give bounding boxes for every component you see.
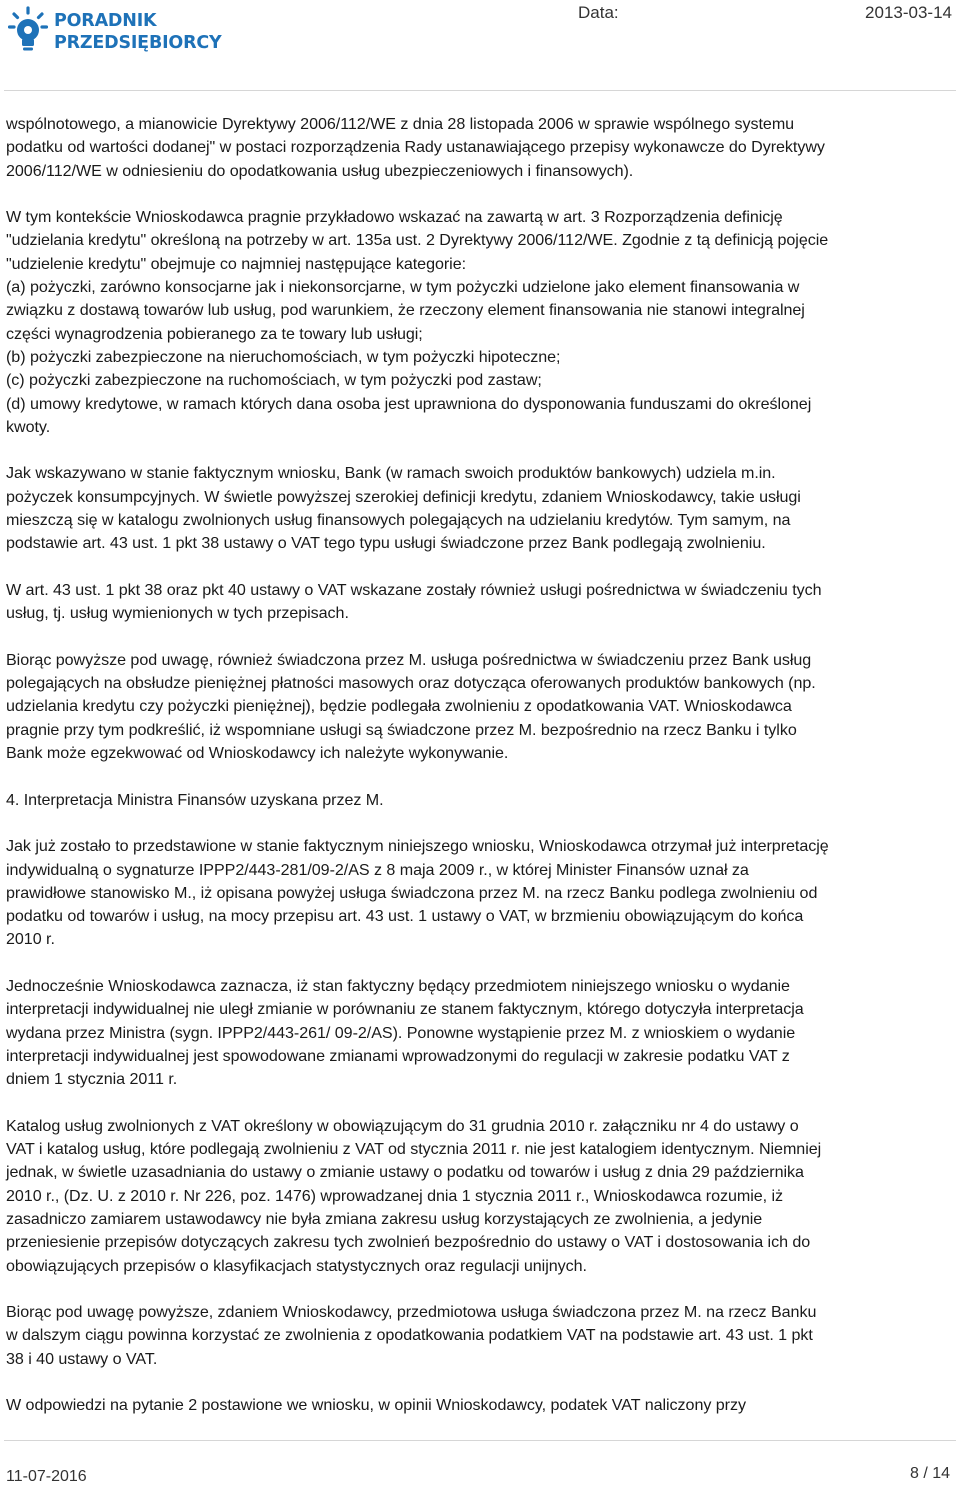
lightbulb-logo-icon xyxy=(8,6,48,54)
text-line: W odpowiedzi na pytanie 2 postawione we wniosku, w opinii Wnioskodawcy, podatek VAT naliczony przy xyxy=(6,1396,746,1415)
paragraph xyxy=(6,649,954,765)
text-line: interpretacji indywidualnej jest spowodowane zmianami wprowadzonymi do regulacji w zakresie podatku VAT z xyxy=(6,1046,790,1065)
text-line: (d) umowy kredytowe, w ramach których dana osoba jest uprawniona do dysponowania funduszami do określonej xyxy=(6,394,812,413)
text-line: "udzielania kredytu" określoną na potrzeby w art. 135a ust. 2 Dyrektywy 2006/112/WE. Zgodnie z tą definicją pojęcie xyxy=(6,231,829,250)
paragraph xyxy=(6,975,954,1091)
text-line: 4. Interpretacja Ministra Finansów uzyskana przez M. xyxy=(6,790,384,809)
text-line: Biorąc powyższe pod uwagę, również świadczona przez M. usługa pośrednictwa w świadczeniu przez Bank usług xyxy=(6,650,812,669)
footer-date: 11-07-2016 xyxy=(6,1468,87,1485)
text-line: Jak już zostało to przedstawione w stanie faktycznym niniejszego wniosku, Wnioskodawca otrzymał już interpretację xyxy=(6,837,829,856)
paragraph xyxy=(6,462,954,555)
text-line: związku z dostawą towarów lub usług, pod warunkiem, że rzeczony element finansowania nie stanowi integralnej xyxy=(6,301,805,320)
text-line: Jednocześnie Wnioskodawca zaznacza, iż stan faktyczny będący przedmiotem niniejszego wniosku o wydanie xyxy=(6,976,790,995)
text-line: interpretacji indywidualnej nie uległ zmianie w porównaniu ze stanem faktycznym, którego dotyczyła interpretacja xyxy=(6,1000,804,1019)
text-line: wydana przez Ministra (sygn. IPPP2/443-261/ 09-2/AS). Ponowne wystąpienie przez M. z wnioskiem o wydanie xyxy=(6,1023,796,1042)
text-line: jednak, w świetle uzasadniania do ustawy o zmianie ustawy o podatku od towarów i usług z dnia 29 października xyxy=(6,1163,804,1182)
text-line: W tym kontekście Wnioskodawca pragnie przykładowo wskazać na zawartą w art. 3 Rozporządzenia definicję xyxy=(6,208,783,227)
text-line: podatku od wartości dodanej" w postaci rozporządzenia Rady ustanawiającego przepisy wykonawcze do Dyrektywy xyxy=(6,138,825,157)
text-line: udzielania kredytu czy pożyczki pieniężnej), będzie podlegała zwolnieniu z opodatkowania VAT. Wnioskodawca xyxy=(6,697,792,716)
text-line: dniem 1 stycznia 2011 r. xyxy=(6,1070,178,1089)
logo-text xyxy=(54,10,221,54)
text-line: (a) pożyczki, zarówno konsocjarne jak i niekonsorcjarne, w tym pożyczki udzielone jako element finansowania w xyxy=(6,278,800,297)
text-line: polegających na obsłudze pieniężnej płatności masowych oraz dotycząca oferowanych produktów bankowych (np. xyxy=(6,674,816,693)
text-line: kwoty. xyxy=(6,417,51,436)
paragraph xyxy=(6,1301,954,1371)
text-line: zasadniczo zamiarem ustawodawcy nie była zmiana zakresu usług korzystających ze zwolnienia, a jedynie xyxy=(6,1209,763,1228)
text-line: W art. 43 ust. 1 pkt 38 oraz pkt 40 ustawy o VAT wskazane zostały również usługi pośrednictwa w świadczeniu tych xyxy=(6,580,822,599)
logo-line-2: PRZEDSIĘBIORCY xyxy=(54,33,222,53)
header-divider xyxy=(4,90,956,91)
text-line: podstawie art. 43 ust. 1 pkt 38 ustawy o VAT tego typu usługi świadczone przez Bank podlegają zwolnieniu. xyxy=(6,534,766,553)
paragraph xyxy=(6,1394,954,1417)
text-line: (c) pożyczki zabezpieczone na ruchomościach, w tym pożyczki pod zastaw; xyxy=(6,371,542,390)
page-header xyxy=(0,0,960,90)
document-body xyxy=(6,113,954,1441)
text-line: 2010 r. xyxy=(6,930,55,949)
text-line: Jak wskazywano w stanie faktycznym wniosku, Bank (w ramach swoich produktów bankowych) udziela m.in. xyxy=(6,464,776,483)
text-line: mieszczą się w katalogu zwolnionych usług finansowych polegających na udzielaniu kredytów. Tym samym, na xyxy=(6,511,791,530)
text-line: "udzielenie kredytu" obejmuje co najmniej następujące kategorie: xyxy=(6,254,467,273)
paragraph xyxy=(6,206,954,439)
text-line: VAT i katalog usług, które podlegają zwolnieniu z VAT od stycznia 2011 r. nie jest katalogiem identycznym. Niemniej xyxy=(6,1140,822,1159)
paragraph xyxy=(6,113,954,183)
date-value: 2013-03-14 xyxy=(865,3,952,22)
paragraph xyxy=(6,835,954,951)
text-line: pragnie przy tym podkreślić, iż wspomniane usługi są świadczone przez M. bezpośrednio na rzecz Banku i tylko xyxy=(6,720,797,739)
text-line: pożyczek konsumpcyjnych. W świetle powyższej szerokiej definicji kredytu, zdaniem Wnioskodawcy, takie usługi xyxy=(6,487,801,506)
paragraph xyxy=(6,1115,954,1278)
footer-divider xyxy=(4,1440,956,1441)
text-line: Biorąc pod uwagę powyższe, zdaniem Wnioskodawcy, przedmiotowa usługa świadczona przez M. na rzecz Banku xyxy=(6,1303,817,1322)
logo[interactable] xyxy=(8,6,228,56)
page-number: 8 / 14 xyxy=(909,1465,950,1482)
text-line: Katalog usług zwolnionych z VAT określony w obowiązującym do 31 grudnia 2010 r. załączniku nr 4 do ustawy o xyxy=(6,1116,799,1135)
text-line: części wynagrodzenia pobieranego za te towary lub usługi; xyxy=(6,324,423,343)
text-line: obowiązujących przepisów o klasyfikacjach statystycznych oraz regulacji unijnych. xyxy=(6,1256,587,1275)
text-line: w dalszym ciągu powinna korzystać ze zwolnienia z opodatkowania podatkiem VAT na podstawie art. 43 ust. 1 pkt xyxy=(6,1326,813,1345)
logo-line-1: PORADNIK xyxy=(54,11,157,31)
text-line: (b) pożyczki zabezpieczone na nieruchomościach, w tym pożyczki hipoteczne; xyxy=(6,347,561,366)
text-line: 38 i 40 ustawy o VAT. xyxy=(6,1349,158,1368)
text-line: 2010 r., (Dz. U. z 2010 r. Nr 226, poz. 1476) wprowadzanej dnia 1 stycznia 2011 r., Wnioskodawca rozumie, iż xyxy=(6,1186,784,1205)
text-line: indywidualną o sygnaturze IPPP2/443-281/09-2/AS z 8 maja 2009 r., w której Minister Finansów uznał za xyxy=(6,860,749,879)
text-line: przeniesienie przepisów dotyczących zakresu tych zwolnień bezpośrednio do ustawy o VAT i dostosowania ich do xyxy=(6,1233,811,1252)
text-line: podatku od towarów i usług, na mocy przepisu art. 43 ust. 1 ustawy o VAT, w brzmieniu obowiązującym do końca xyxy=(6,907,804,926)
text-line: wspólnotowego, a mianowicie Dyrektywy 2006/112/WE z dnia 28 listopada 2006 w sprawie wspólnego systemu xyxy=(6,115,795,133)
text-line: usług, tj. usług wymienionych w tych przepisach. xyxy=(6,604,349,623)
paragraph xyxy=(6,789,954,812)
text-line: prawidłowe stanowisko M., iż opisana powyżej usługa świadczona przez M. na rzecz Banku podlega zwolnieniu od xyxy=(6,883,818,902)
paragraph xyxy=(6,579,954,626)
date-label: Data: xyxy=(578,3,619,22)
text-line: Bank może egzekwować od Wnioskodawcy ich należyte wykonywanie. xyxy=(6,744,509,763)
text-line: 2006/112/WE w odniesieniu do opodatkowania usług ubezpieczeniowych i finansowych). xyxy=(6,161,634,180)
